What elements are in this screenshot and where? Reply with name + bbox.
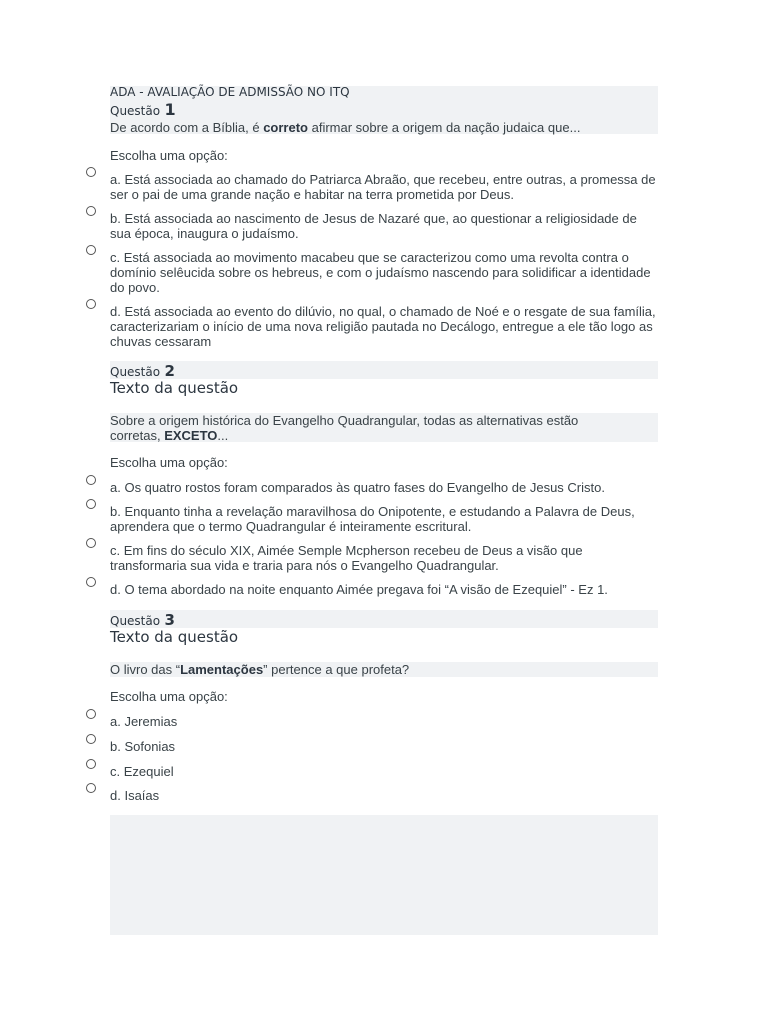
question-3-band xyxy=(110,610,658,628)
option-label[interactable]: c. Em fins do século XIX, Aimée Semple Mcpherson recebeu de Deus a visão que transformaria sua vida e traria para nós o Evangelho Quadrangular. xyxy=(110,543,583,573)
option-radio[interactable] xyxy=(86,299,96,309)
question-number: 1 xyxy=(164,100,176,119)
question-label: Questão xyxy=(110,365,161,379)
question-text-part: ... xyxy=(217,428,229,443)
question-text-part: afirmar sobre a origem da nação judaica que... xyxy=(308,120,581,135)
question-1-text xyxy=(110,120,658,135)
option-label[interactable]: d. Isaías xyxy=(110,788,160,803)
choose-label: Escolha uma opção: xyxy=(110,689,228,704)
option-radio[interactable] xyxy=(86,759,96,769)
option-label[interactable]: a. Está associada ao chamado do Patriarca Abraão, que recebeu, entre outras, a promessa de ser o pai de uma grande nação e habitar na terra prometida por Deus. xyxy=(110,172,656,202)
question-text-part: Sobre a origem histórica do Evangelho Quadrangular, todas as alternativas estão corretas, xyxy=(110,413,579,443)
question-number: 2 xyxy=(164,362,175,380)
option-radio[interactable] xyxy=(86,709,96,719)
question-heading: Texto da questão xyxy=(110,379,239,397)
option-radio[interactable] xyxy=(86,783,96,793)
question-1-header xyxy=(110,100,176,120)
question-heading: Texto da questão xyxy=(110,628,239,646)
choose-label: Escolha uma opção: xyxy=(110,455,228,470)
option-label[interactable]: b. Enquanto tinha a revelação maravilhosa do Onipotente, e estudando a Palavra de Deus, aprendera que o termo Quadrangular é inteiramente escritural. xyxy=(110,504,635,534)
option-radio[interactable] xyxy=(86,577,96,587)
option-label[interactable]: a. Jeremias xyxy=(110,714,178,729)
option-radio[interactable] xyxy=(86,206,96,216)
question-text-bold: EXCETO xyxy=(164,428,218,443)
option-radio[interactable] xyxy=(86,538,96,548)
choose-label: Escolha uma opção: xyxy=(110,148,228,163)
question-2-band xyxy=(110,361,658,379)
question-number: 3 xyxy=(164,611,175,629)
option-label[interactable]: c. Está associada ao movimento macabeu que se caracterizou como uma revolta contra o domínio selêucida sobre os hebreus, e com o judaísmo nascendo para solidificar a identidade do povo. xyxy=(110,250,651,295)
option-label[interactable]: a. Os quatro rostos foram comparados às quatro fases do Evangelho de Jesus Cristo. xyxy=(110,480,605,495)
option-radio[interactable] xyxy=(86,475,96,485)
option-label[interactable]: b. Sofonias xyxy=(110,739,176,754)
option-radio[interactable] xyxy=(86,167,96,177)
page-title: ADA - AVALIAÇÃO DE ADMISSÃO NO ITQ xyxy=(110,85,350,99)
question-text-bold: correto xyxy=(263,120,308,135)
question-3-text xyxy=(110,662,658,677)
option-label[interactable]: d. O tema abordado na noite enquanto Aimée pregava foi “A visão de Ezequiel” - Ez 1. xyxy=(110,582,608,597)
option-label[interactable]: c. Ezequiel xyxy=(110,764,174,779)
question-text-part: De acordo com a Bíblia, é xyxy=(110,120,264,135)
question-2-text xyxy=(110,413,630,443)
option-label[interactable]: b. Está associada ao nascimento de Jesus de Nazaré que, ao questionar a religiosidade de sua época, inaugura o judaísmo. xyxy=(110,211,637,241)
question-text-part: O livro das “ xyxy=(110,662,181,677)
question-label: Questão xyxy=(110,104,161,118)
question-text-bold: Lamentações xyxy=(180,662,264,677)
option-label[interactable]: d. Está associada ao evento do dilúvio, no qual, o chamado de Noé e o resgate de sua família, caracterizariam o início de uma nova religião pautada no Decálogo, entregue a ele tão logo as chuvas cessaram xyxy=(110,304,656,349)
question-label: Questão xyxy=(110,614,161,628)
empty-panel xyxy=(110,815,658,935)
question-text-part: ” pertence a que profeta? xyxy=(263,662,410,677)
option-radio[interactable] xyxy=(86,734,96,744)
option-radio[interactable] xyxy=(86,245,96,255)
option-radio[interactable] xyxy=(86,499,96,509)
